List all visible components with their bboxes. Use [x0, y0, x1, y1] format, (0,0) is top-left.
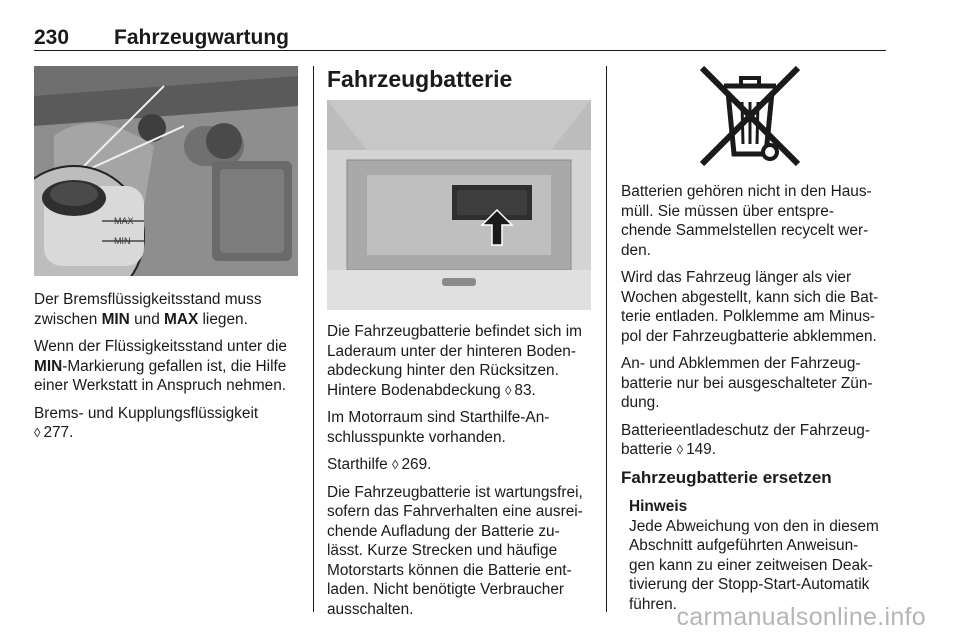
text-line: einer Werkstatt in Anspruch nehmen.	[34, 377, 287, 394]
text-line: Die Fahrzeugbatterie befindet sich im	[327, 323, 582, 340]
paragraph-jump-points	[327, 408, 599, 447]
text-fragment: batterie	[621, 441, 677, 458]
paragraph-fluid-ref	[34, 404, 304, 443]
column-divider-2	[606, 66, 607, 612]
page-ref-icon: ◊	[34, 425, 41, 440]
text-line: führen.	[629, 595, 677, 613]
text-line	[327, 455, 599, 475]
text-line	[327, 381, 599, 401]
text-line: sofern das Fahrverhalten eine ausrei-	[327, 503, 583, 520]
section-title-battery: Fahrzeugbatterie	[327, 66, 513, 92]
battery-location-photo	[327, 100, 591, 310]
paragraph-discharge-protection	[621, 421, 891, 460]
text-fragment: Starthilfe	[327, 456, 393, 473]
paragraph-long-parking	[621, 268, 891, 346]
text-line: Brems- und Kupplungsflüssigkeit	[34, 404, 259, 422]
text-line[interactable]	[34, 423, 304, 443]
min-label: MIN	[34, 357, 63, 375]
text-line: Die Fahrzeugbatterie ist wartungsfrei,	[327, 483, 583, 501]
header-rule	[34, 50, 886, 51]
min-mark-label: MIN	[114, 236, 131, 246]
text-line	[34, 357, 304, 377]
paragraph-jump-start-ref	[327, 455, 599, 475]
page-ref-link[interactable]: 269.	[401, 456, 432, 473]
paragraph-maintenance-free	[327, 483, 599, 620]
page-header	[34, 26, 886, 50]
page-title: Fahrzeugwartung	[114, 26, 290, 49]
text-line: lässt. Kurze Strecken und häufige	[327, 542, 558, 559]
page-ref-link[interactable]: 149.	[686, 441, 717, 458]
page-ref-icon: ◊	[504, 382, 512, 398]
text-line: chende Sammelstellen recycelt wer-	[621, 222, 869, 239]
text-fragment: -Markierung gefallen ist, die Hilfe	[62, 357, 287, 375]
text-line: laden. Nicht benötigte Verbraucher	[327, 581, 564, 598]
text-line: ausschalten.	[327, 600, 414, 618]
text-line: An- und Abklemmen der Fahrzeug-	[621, 355, 861, 372]
max-mark-label: MAX	[114, 216, 134, 226]
page-ref-icon: ◊	[676, 442, 684, 457]
watermark: carmanualsonline.info	[676, 603, 926, 631]
text-line: Im Motorraum sind Starthilfe-An-	[327, 409, 550, 426]
max-label: MAX	[164, 310, 199, 328]
text-line: Wochen abgestellt, kann sich die Bat-	[621, 288, 879, 306]
text-line	[621, 440, 891, 460]
column-2-text	[327, 322, 599, 627]
column-3-text	[621, 182, 891, 614]
note-box	[621, 497, 891, 614]
paragraph-connect-disconnect	[621, 354, 891, 413]
text-line: gen kann zu einer zeitweisen Deak-	[629, 556, 873, 574]
text-line: schlusspunkte vorhanden.	[327, 428, 506, 446]
text-line: tivierung der Stopp-Start-Automatik	[629, 576, 870, 593]
note-title: Hinweis	[629, 498, 688, 515]
min-label: MIN	[101, 310, 130, 328]
text-line: dung.	[621, 394, 660, 411]
text-line: Batterien gehören nicht in den Haus-	[621, 183, 872, 200]
page-ref-link[interactable]: 83.	[514, 381, 536, 399]
subsection-title-replace-battery: Fahrzeugbatterie ersetzen	[621, 467, 832, 487]
text-line: Der Bremsflüssigkeitsstand muss	[34, 291, 262, 308]
text-line: pol der Fahrzeugbatterie abklemmen.	[621, 327, 877, 345]
text-line: chende Aufladung der Batterie zu-	[327, 522, 560, 540]
text-line: Wenn der Flüssigkeitsstand unter die	[34, 338, 287, 355]
crossed-out-bin-icon	[694, 66, 806, 166]
column-divider-1	[313, 66, 314, 612]
paragraph-below-min	[34, 337, 304, 396]
text-line: müll. Sie müssen über entspre-	[621, 202, 834, 220]
text-fragment: Hintere Bodenabdeckung	[327, 381, 505, 399]
paragraph-brake-level	[34, 290, 304, 329]
column-1-text	[34, 290, 304, 451]
text-line: abdeckung hinter den Rücksitzen.	[327, 362, 559, 379]
text-line: batterie nur bei ausgeschalteter Zün-	[621, 374, 873, 392]
text-fragment: und	[129, 310, 165, 328]
brake-fluid-reservoir-photo	[34, 66, 298, 276]
page-ref-icon: ◊	[392, 457, 399, 472]
text-line: den.	[621, 241, 651, 259]
paragraph-disposal	[621, 182, 891, 260]
text-fragment: liegen.	[198, 310, 248, 328]
text-line: Laderaum unter der hinteren Boden-	[327, 342, 576, 360]
text-line: Wird das Fahrzeug länger als vier	[621, 269, 852, 286]
text-line: Batterieentladeschutz der Fahrzeug-	[621, 421, 870, 439]
text-line: terie entladen. Polklemme am Minus-	[621, 308, 876, 325]
text-line: Motorstarts können die Batterie ent-	[327, 561, 572, 579]
page-number: 230	[34, 26, 70, 49]
page-ref-link[interactable]: 277.	[43, 424, 74, 441]
text-fragment: zwischen	[34, 310, 102, 328]
text-line: Jede Abweichung von den in diesem	[629, 517, 879, 535]
paragraph-battery-location	[327, 322, 599, 400]
text-line	[34, 310, 304, 330]
text-line: Abschnitt aufgeführten Anweisun-	[629, 537, 859, 554]
